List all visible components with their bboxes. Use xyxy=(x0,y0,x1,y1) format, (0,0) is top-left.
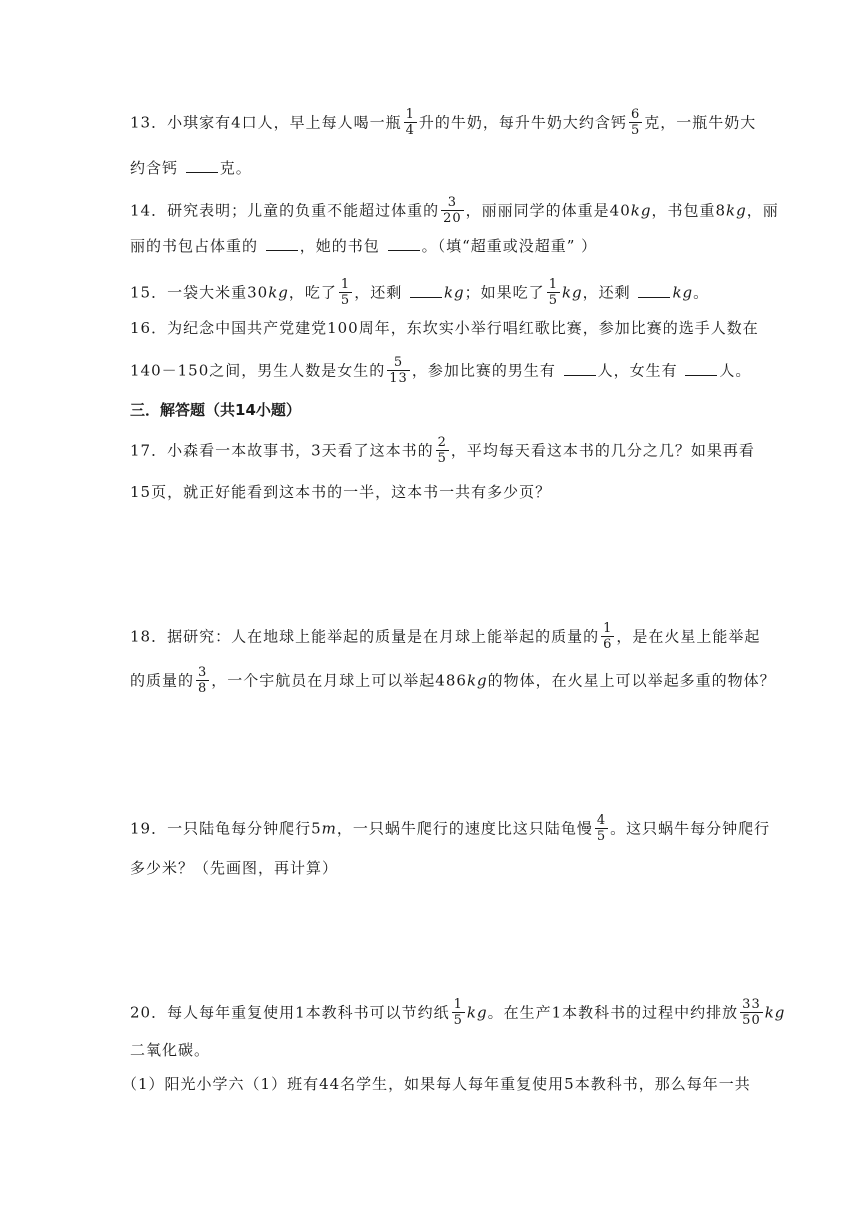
q16-text: 140－150之间，男生人数是女生的 xyxy=(130,361,386,380)
q19-number: 19． xyxy=(130,819,168,838)
q15-number: 15． xyxy=(130,283,168,302)
numerator: 1 xyxy=(453,997,463,1012)
q18-line-1 xyxy=(130,622,760,653)
q14-text: 丽的书包占体重的 xyxy=(130,237,264,255)
denominator: 5 xyxy=(437,451,447,466)
fraction xyxy=(601,621,614,652)
unit: kg xyxy=(443,283,465,302)
q20-text: （1）阳光小学六（1）班有44名学生，如果每人每年重复使用5本教科书，那么每年一共 xyxy=(122,1075,751,1093)
q18-text: ，一个宇航员在月球上可以举起486 xyxy=(211,671,467,690)
q16-line-1 xyxy=(130,318,759,338)
answer-blank[interactable] xyxy=(266,236,298,251)
denominator: 20 xyxy=(443,211,462,226)
denominator: 5 xyxy=(548,293,558,308)
numerator: 33 xyxy=(742,997,761,1012)
fraction xyxy=(196,665,209,696)
fraction xyxy=(339,277,352,308)
q15-line xyxy=(130,278,709,309)
q14-text: ，丽丽同学的体重是40 xyxy=(465,201,631,220)
unit: kg xyxy=(268,283,289,302)
unit: kg xyxy=(466,671,488,690)
q17-text: 15页，就正好能看到这本书的一半，这本书一共有多少页？ xyxy=(130,483,552,501)
answer-blank[interactable] xyxy=(685,361,717,376)
q16-text: 人，女生有 xyxy=(597,361,684,380)
numerator: 5 xyxy=(387,355,410,371)
numerator: 3 xyxy=(198,665,208,680)
denominator: 50 xyxy=(742,1013,761,1028)
unit: kg xyxy=(764,1003,786,1022)
answer-blank[interactable] xyxy=(564,361,596,376)
fraction xyxy=(387,355,410,386)
q20-text: 。在生产1本教科书的过程中约排放 xyxy=(487,1003,739,1022)
q20-line-1 xyxy=(130,998,785,1029)
fraction xyxy=(595,813,608,844)
fraction xyxy=(547,277,560,308)
q13-line-2 xyxy=(130,158,252,178)
q18-number: 18． xyxy=(130,627,168,646)
numerator: 1 xyxy=(603,621,613,636)
fraction xyxy=(441,195,464,226)
q15-text: ；如果吃了 xyxy=(464,283,545,302)
q18-text: 据研究：人在地球上能举起的质量是在月球上能举起的质量的 xyxy=(167,627,600,646)
unit: kg xyxy=(726,201,747,220)
q16-text: 人。 xyxy=(719,361,752,380)
unit: kg xyxy=(561,283,583,302)
q14-line-2 xyxy=(130,236,597,256)
denominator: 5 xyxy=(340,293,351,308)
q18-line-2 xyxy=(130,666,776,697)
q14-text: ，书包重8 xyxy=(651,201,726,220)
answer-blank[interactable] xyxy=(410,283,442,298)
q15-text: ，还剩 xyxy=(582,283,637,302)
numerator: 3 xyxy=(441,195,464,211)
q20-line-2 xyxy=(130,1040,210,1060)
q14-text: 研究表明；儿童的负重不能超过体重的 xyxy=(167,201,440,220)
unit: m xyxy=(321,819,337,838)
answer-blank[interactable] xyxy=(388,236,420,251)
q13-line-1 xyxy=(130,108,756,139)
numerator: 1 xyxy=(340,277,351,292)
q13-text: 升的牛奶，每升牛奶大约含钙 xyxy=(418,113,627,132)
q20-text: 二氧化碳。 xyxy=(130,1041,211,1059)
section-heading: 三．解答题（共14小题） xyxy=(130,401,301,419)
q19-line-1 xyxy=(130,814,770,845)
fraction xyxy=(404,107,417,138)
q17-text: ，平均每天看这本书的几分之几？如果再看 xyxy=(450,441,755,460)
unit: kg xyxy=(672,283,694,302)
q17-line-1 xyxy=(130,436,755,467)
q19-text: 。这只蜗牛每分钟爬行 xyxy=(610,819,771,838)
q19-text: 多少米？（先画图，再计算） xyxy=(130,859,339,877)
q15-text: ，吃了 xyxy=(288,283,337,302)
q14-text: 。（填“超重或没超重” ） xyxy=(421,237,598,255)
q15-text: ，还剩 xyxy=(354,283,408,302)
numerator: 1 xyxy=(548,277,558,292)
denominator: 5 xyxy=(630,123,641,138)
q20-subquestion-1 xyxy=(122,1074,751,1094)
numerator: 6 xyxy=(630,107,641,122)
q19-text: ，一只蜗牛爬行的速度比这只陆龟慢 xyxy=(336,819,593,838)
denominator: 13 xyxy=(389,371,408,386)
unit: kg xyxy=(630,201,652,220)
q16-number: 16． xyxy=(130,319,168,337)
fraction xyxy=(740,997,763,1028)
q18-text: ，是在火星上能举起 xyxy=(616,627,761,646)
answer-blank[interactable] xyxy=(638,283,670,298)
numerator: 2 xyxy=(437,435,447,450)
q13-text: 小琪家有4口人，早上每人喝一瓶 xyxy=(167,113,402,132)
q14-text: ，丽 xyxy=(746,201,779,220)
q13-number: 13． xyxy=(130,113,168,132)
q18-text: 的质量的 xyxy=(130,671,195,690)
q15-text: 。 xyxy=(693,283,710,302)
numerator: 4 xyxy=(596,813,607,828)
q13-text: 克，一瓶牛奶大 xyxy=(644,113,757,132)
q14-text: ，她的书包 xyxy=(299,237,386,255)
denominator: 6 xyxy=(603,637,613,652)
denominator: 4 xyxy=(405,123,415,138)
q18-text: 的物体，在火星上可以举起多重的物体？ xyxy=(487,671,776,690)
q19-text: 一只陆龟每分钟爬行5 xyxy=(167,819,322,838)
fraction xyxy=(629,107,642,138)
numerator: 1 xyxy=(405,107,415,122)
denominator: 5 xyxy=(453,1013,463,1028)
q13-text: 克。 xyxy=(219,159,252,177)
fraction xyxy=(436,435,449,466)
q19-line-2 xyxy=(130,858,338,878)
unit: kg xyxy=(466,1003,488,1022)
answer-blank[interactable] xyxy=(186,158,218,173)
q14-line-1 xyxy=(130,196,779,227)
q13-text: 约含钙 xyxy=(130,159,184,177)
q17-line-2 xyxy=(130,482,551,502)
q17-text: 小森看一本故事书，3天看了这本书的 xyxy=(167,441,434,460)
q15-text: 一袋大米重30 xyxy=(167,283,269,302)
q16-line-2 xyxy=(130,356,751,387)
q17-number: 17． xyxy=(130,441,168,460)
q16-text: 为纪念中国共产党建党100周年，东坎实小举行唱红歌比赛，参加比赛的选手人数在 xyxy=(167,319,759,337)
q14-number: 14． xyxy=(130,201,168,220)
q20-text: 每人每年重复使用1本教科书可以节约纸 xyxy=(167,1003,450,1022)
fraction xyxy=(452,997,465,1028)
q16-text: ，参加比赛的男生有 xyxy=(411,361,562,380)
denominator: 8 xyxy=(198,681,208,696)
q20-number: 20． xyxy=(130,1003,168,1022)
denominator: 5 xyxy=(596,829,607,844)
